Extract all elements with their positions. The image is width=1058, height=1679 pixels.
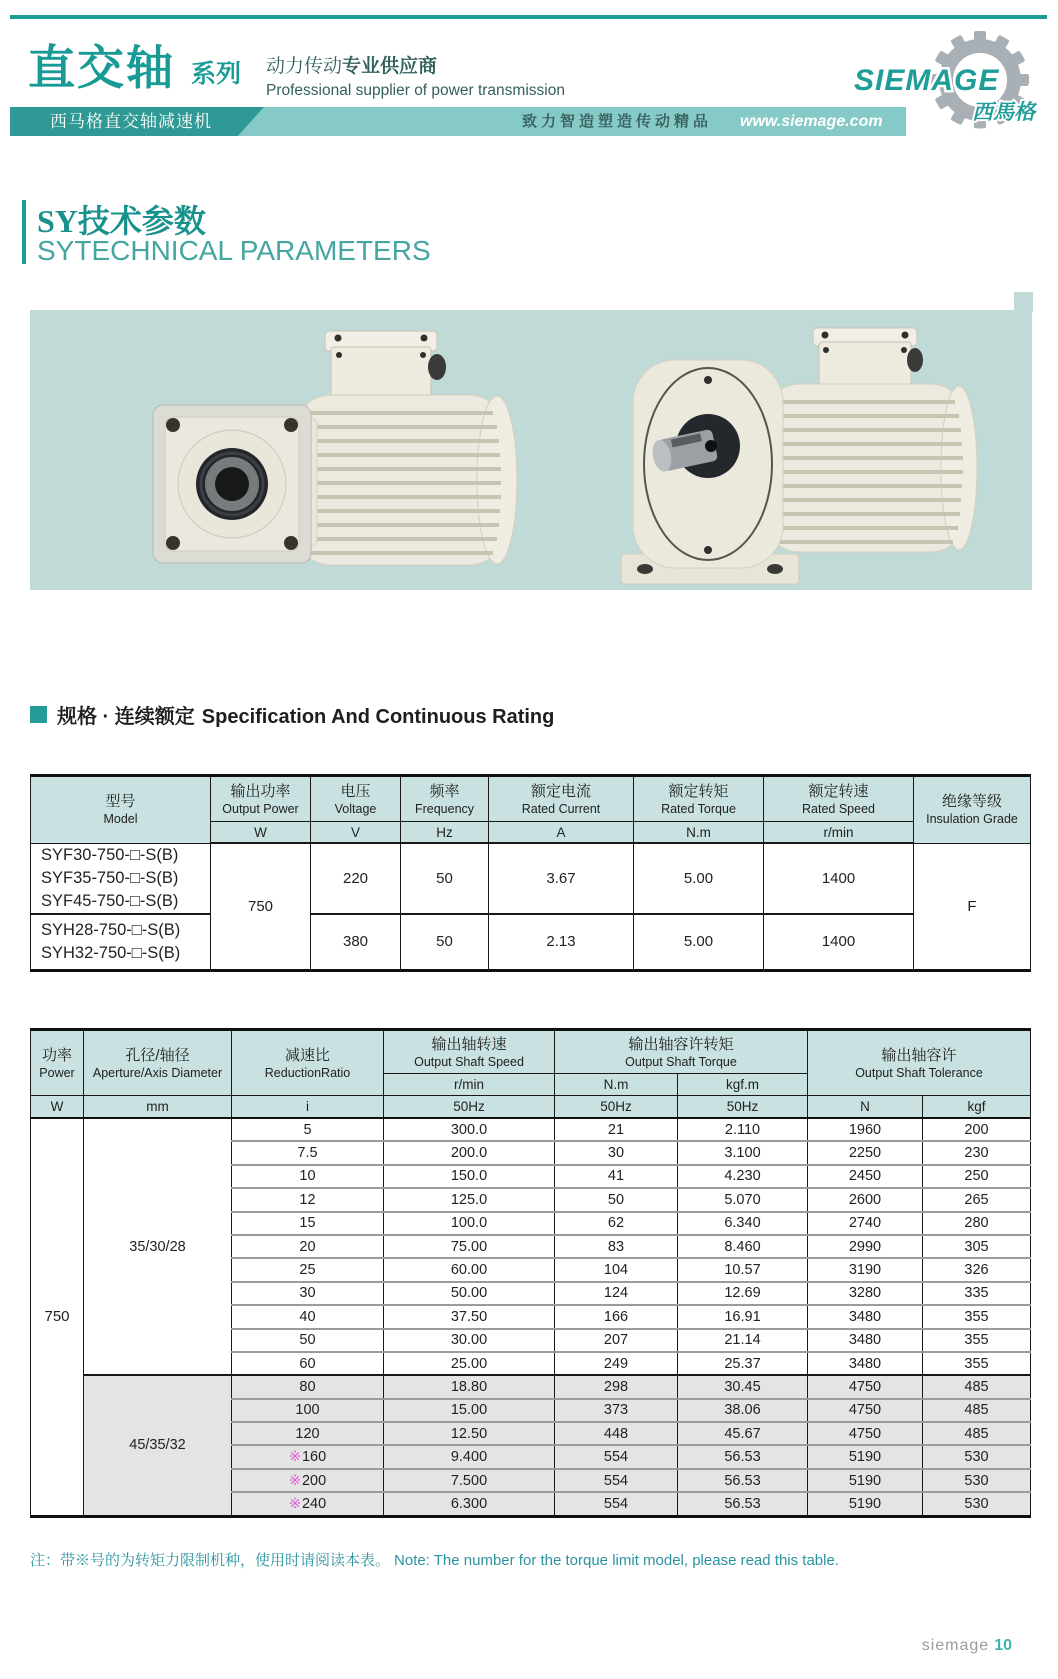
tolerance-n-cell: 3480 <box>808 1329 923 1352</box>
model-name: SYF35-750-□-S(B) <box>41 868 179 887</box>
unit-speed-50hz: 50Hz <box>384 1096 555 1119</box>
output-speed-cell: 12.50 <box>384 1422 555 1445</box>
tolerance-kgf-cell: 305 <box>923 1235 1031 1258</box>
footnote-en: Note: The number for the torque limit model, please read this table. <box>394 1552 839 1569</box>
subheader-rmin: r/min <box>384 1074 555 1096</box>
unit-tolerance-n: N <box>808 1096 923 1119</box>
torque-nm-cell: 207 <box>555 1329 678 1352</box>
banner-product-line: 西马格直交轴减速机 <box>50 112 212 131</box>
tolerance-n-cell: 4750 <box>808 1375 923 1398</box>
torque-nm-cell: 41 <box>555 1165 678 1188</box>
section-title-cn: SY技术参数 <box>37 203 206 239</box>
reduction-ratio-cell: 60 <box>232 1352 384 1375</box>
output-speed-cell: 300.0 <box>384 1118 555 1141</box>
torque-nm-cell: 83 <box>555 1235 678 1258</box>
torque-nm-cell: 373 <box>555 1399 678 1422</box>
output-speed-cell: 125.0 <box>384 1188 555 1211</box>
top-accent-line <box>10 15 1047 19</box>
output-speed-cell: 150.0 <box>384 1165 555 1188</box>
siemage-logo <box>850 26 1050 132</box>
torque-kgfm-cell: 56.53 <box>678 1492 808 1516</box>
tolerance-n-cell: 5190 <box>808 1469 923 1492</box>
heading-accent-bar <box>22 200 26 264</box>
torque-kgfm-cell: 3.100 <box>678 1141 808 1164</box>
logo-wordmark: SIEMAGE <box>854 64 1000 97</box>
frequency-cell: 50 <box>401 914 489 971</box>
unit-tolerance-kgf: kgf <box>923 1096 1031 1119</box>
unit-aperture: mm <box>84 1096 232 1119</box>
model-name: SYH28-750-□-S(B) <box>41 920 181 939</box>
tolerance-kgf-cell: 326 <box>923 1258 1031 1281</box>
torque-kgfm-cell: 8.460 <box>678 1235 808 1258</box>
tolerance-n-cell: 2250 <box>808 1141 923 1164</box>
tolerance-n-cell: 3480 <box>808 1352 923 1375</box>
model-name: SYH32-750-□-S(B) <box>41 943 181 962</box>
gearmotor-photo-flange <box>153 331 517 565</box>
output-speed-cell: 18.80 <box>384 1375 555 1398</box>
col-header-output-shaft-tolerance: 输出轴容许 Output Shaft Tolerance <box>808 1030 1031 1096</box>
tolerance-kgf-cell: 355 <box>923 1352 1031 1375</box>
tolerance-n-cell: 4750 <box>808 1422 923 1445</box>
unit-power: W <box>211 822 311 844</box>
supplier-cn-regular: 动力传动 <box>266 56 343 77</box>
col-header-rated-current: 额定电流 Rated Current <box>489 776 634 822</box>
spec-section-title <box>30 700 554 729</box>
unit-speed: r/min <box>764 822 914 844</box>
output-speed-cell: 30.00 <box>384 1329 555 1352</box>
tolerance-kgf-cell: 485 <box>923 1422 1031 1445</box>
section-marker-square <box>30 706 47 723</box>
torque-limit-star: ※ <box>288 1495 301 1512</box>
output-speed-cell: 25.00 <box>384 1352 555 1375</box>
torque-nm-cell: 166 <box>555 1305 678 1328</box>
tolerance-n-cell: 4750 <box>808 1399 923 1422</box>
gearmotor-photo-foot <box>621 328 977 584</box>
output-speed-cell: 7.500 <box>384 1469 555 1492</box>
power-value-cell: 750 <box>31 1118 84 1516</box>
tolerance-kgf-cell: 200 <box>923 1118 1031 1141</box>
page-number: 10 <box>994 1637 1012 1654</box>
table-row <box>31 1375 1031 1398</box>
footnote <box>30 1549 839 1570</box>
tolerance-kgf-cell: 530 <box>923 1445 1031 1468</box>
torque-nm-cell: 448 <box>555 1422 678 1445</box>
table-row <box>31 843 1031 914</box>
tolerance-n-cell: 2740 <box>808 1212 923 1235</box>
parameters-table-body <box>31 1118 1031 1516</box>
supplier-tagline-en: Professional supplier of power transmission <box>266 82 565 99</box>
torque-cell: 5.00 <box>634 914 764 971</box>
section-heading <box>22 196 542 272</box>
brand-heading <box>28 41 242 94</box>
footnote-cn: 注：带※号的为转矩力限制机种，使用时请阅读本表。 <box>30 1552 391 1569</box>
col-header-power: 功率 Power <box>31 1030 84 1096</box>
tolerance-kgf-cell: 530 <box>923 1492 1031 1516</box>
reduction-ratio-cell: 40 <box>232 1305 384 1328</box>
supplier-cn-bold: 专业供应商 <box>342 56 438 77</box>
torque-kgfm-cell: 56.53 <box>678 1445 808 1468</box>
tolerance-kgf-cell: 335 <box>923 1282 1031 1305</box>
photo-panel-tab <box>1014 292 1033 312</box>
torque-kgfm-cell: 10.57 <box>678 1258 808 1281</box>
frequency-cell: 50 <box>401 843 489 914</box>
model-cell <box>31 914 211 971</box>
output-speed-cell: 200.0 <box>384 1141 555 1164</box>
torque-nm-cell: 50 <box>555 1188 678 1211</box>
section-title-en: SYTECHNICAL PARAMETERS <box>37 235 431 266</box>
col-header-frequency: 频率 Frequency <box>401 776 489 822</box>
torque-kgfm-cell: 12.69 <box>678 1282 808 1305</box>
output-speed-cell: 60.00 <box>384 1258 555 1281</box>
table-row <box>31 1118 1031 1141</box>
tolerance-kgf-cell: 250 <box>923 1165 1031 1188</box>
tolerance-kgf-cell: 530 <box>923 1469 1031 1492</box>
logo-wordmark-cn: 西馬格 <box>972 100 1035 124</box>
torque-nm-cell: 554 <box>555 1492 678 1516</box>
torque-kgfm-cell: 25.37 <box>678 1352 808 1375</box>
unit-power: W <box>31 1096 84 1119</box>
tolerance-n-cell: 1960 <box>808 1118 923 1141</box>
subheader-kgfm: kgf.m <box>678 1074 808 1096</box>
output-speed-cell: 75.00 <box>384 1235 555 1258</box>
torque-kgfm-cell: 30.45 <box>678 1375 808 1398</box>
tolerance-n-cell: 3480 <box>808 1305 923 1328</box>
output-speed-cell: 37.50 <box>384 1305 555 1328</box>
aperture-value-cell: 35/30/28 <box>84 1118 232 1375</box>
reduction-ratio-cell: ※160 <box>232 1445 384 1468</box>
torque-kgfm-cell: 16.91 <box>678 1305 808 1328</box>
insulation-grade-cell: F <box>914 843 1031 970</box>
reduction-ratio-cell: 50 <box>232 1329 384 1352</box>
banner-slogan: 致力智造塑造传动精品 <box>522 113 713 130</box>
col-header-insulation: 绝缘等级 Insulation Grade <box>914 776 1031 844</box>
tolerance-n-cell: 2990 <box>808 1235 923 1258</box>
model-cell <box>31 843 211 914</box>
unit-current: A <box>489 822 634 844</box>
spec-title-en: Specification And Continuous Rating <box>201 706 555 728</box>
reduction-ratio-cell: ※200 <box>232 1469 384 1492</box>
header-banner <box>10 107 906 136</box>
torque-kgfm-cell: 6.340 <box>678 1212 808 1235</box>
torque-limit-star: ※ <box>288 1449 301 1466</box>
supplier-tagline <box>266 56 565 100</box>
speed-cell: 1400 <box>764 914 914 971</box>
output-speed-cell: 100.0 <box>384 1212 555 1235</box>
reduction-ratio-cell: 15 <box>232 1212 384 1235</box>
tolerance-kgf-cell: 485 <box>923 1375 1031 1398</box>
reduction-ratio-cell: 10 <box>232 1165 384 1188</box>
col-header-reduction-ratio: 减速比 ReductionRatio <box>232 1030 384 1096</box>
torque-nm-cell: 554 <box>555 1445 678 1468</box>
col-header-output-shaft-speed: 输出轴转速 Output Shaft Speed <box>384 1030 555 1074</box>
torque-nm-cell: 124 <box>555 1282 678 1305</box>
torque-kgfm-cell: 21.14 <box>678 1329 808 1352</box>
output-speed-cell: 15.00 <box>384 1399 555 1422</box>
supplier-tagline-cn <box>266 56 565 78</box>
banner-url: www.siemage.com <box>740 113 883 130</box>
torque-nm-cell: 62 <box>555 1212 678 1235</box>
unit-torque-nm-50hz: 50Hz <box>555 1096 678 1119</box>
output-power-cell: 750 <box>211 843 311 970</box>
reduction-ratio-cell: 7.5 <box>232 1141 384 1164</box>
reduction-ratio-cell: 100 <box>232 1399 384 1422</box>
torque-kgfm-cell: 4.230 <box>678 1165 808 1188</box>
current-cell: 3.67 <box>489 843 634 914</box>
spec-title-cn: 规格 · 连续额定 <box>57 706 195 728</box>
output-speed-cell: 9.400 <box>384 1445 555 1468</box>
speed-cell: 1400 <box>764 843 914 914</box>
reduction-ratio-cell: ※240 <box>232 1492 384 1516</box>
tolerance-n-cell: 2450 <box>808 1165 923 1188</box>
motor-photo-panel <box>30 310 1032 590</box>
tolerance-n-cell: 3280 <box>808 1282 923 1305</box>
tolerance-kgf-cell: 265 <box>923 1188 1031 1211</box>
reduction-ratio-cell: 30 <box>232 1282 384 1305</box>
aperture-value-cell: 45/35/32 <box>84 1375 232 1516</box>
tolerance-kgf-cell: 485 <box>923 1399 1031 1422</box>
reduction-ratio-cell: 25 <box>232 1258 384 1281</box>
tolerance-kgf-cell: 355 <box>923 1329 1031 1352</box>
torque-nm-cell: 554 <box>555 1469 678 1492</box>
col-header-rated-torque: 额定转矩 Rated Torque <box>634 776 764 822</box>
tolerance-kgf-cell: 230 <box>923 1141 1031 1164</box>
torque-kgfm-cell: 5.070 <box>678 1188 808 1211</box>
torque-cell: 5.00 <box>634 843 764 914</box>
brand-title: 直交轴 <box>28 41 175 94</box>
tolerance-n-cell: 3190 <box>808 1258 923 1281</box>
torque-kgfm-cell: 38.06 <box>678 1399 808 1422</box>
tolerance-kgf-cell: 280 <box>923 1212 1031 1235</box>
tolerance-kgf-cell: 355 <box>923 1305 1031 1328</box>
torque-nm-cell: 298 <box>555 1375 678 1398</box>
unit-torque-kgfm-50hz: 50Hz <box>678 1096 808 1119</box>
output-speed-cell: 6.300 <box>384 1492 555 1516</box>
col-header-output-shaft-torque: 输出轴容许转矩 Output Shaft Torque <box>555 1030 808 1074</box>
col-header-output-power: 输出功率 Output Power <box>211 776 311 822</box>
output-speed-cell: 50.00 <box>384 1282 555 1305</box>
torque-kgfm-cell: 45.67 <box>678 1422 808 1445</box>
unit-ratio: i <box>232 1096 384 1119</box>
page-footer <box>922 1637 1012 1655</box>
series-label: 系列 <box>191 60 242 88</box>
tolerance-n-cell: 5190 <box>808 1492 923 1516</box>
footer-brand: siemage <box>921 1637 990 1654</box>
unit-voltage: V <box>311 822 401 844</box>
torque-nm-cell: 249 <box>555 1352 678 1375</box>
torque-nm-cell: 30 <box>555 1141 678 1164</box>
model-name: SYF30-750-□-S(B) <box>41 845 179 864</box>
current-cell: 2.13 <box>489 914 634 971</box>
reduction-ratio-cell: 120 <box>232 1422 384 1445</box>
reduction-ratio-cell: 5 <box>232 1118 384 1141</box>
subheader-nm: N.m <box>555 1074 678 1096</box>
tolerance-n-cell: 2600 <box>808 1188 923 1211</box>
torque-nm-cell: 21 <box>555 1118 678 1141</box>
reduction-ratio-cell: 20 <box>232 1235 384 1258</box>
model-name: SYF45-750-□-S(B) <box>41 891 179 910</box>
col-header-model: 型号 Model <box>31 776 211 844</box>
torque-limit-star: ※ <box>288 1472 301 1489</box>
voltage-cell: 220 <box>311 843 401 914</box>
torque-kgfm-cell: 56.53 <box>678 1469 808 1492</box>
col-header-voltage: 电压 Voltage <box>311 776 401 822</box>
reduction-ratio-cell: 12 <box>232 1188 384 1211</box>
unit-torque: N.m <box>634 822 764 844</box>
parameters-table <box>30 1028 1031 1518</box>
voltage-cell: 380 <box>311 914 401 971</box>
torque-nm-cell: 104 <box>555 1258 678 1281</box>
col-header-aperture: 孔径/轴径 Aperture/Axis Diameter <box>84 1030 232 1096</box>
specification-table <box>30 774 1031 972</box>
torque-kgfm-cell: 2.110 <box>678 1118 808 1141</box>
table-row <box>31 914 1031 971</box>
col-header-rated-speed: 额定转速 Rated Speed <box>764 776 914 822</box>
tolerance-n-cell: 5190 <box>808 1445 923 1468</box>
unit-frequency: Hz <box>401 822 489 844</box>
reduction-ratio-cell: 80 <box>232 1375 384 1398</box>
